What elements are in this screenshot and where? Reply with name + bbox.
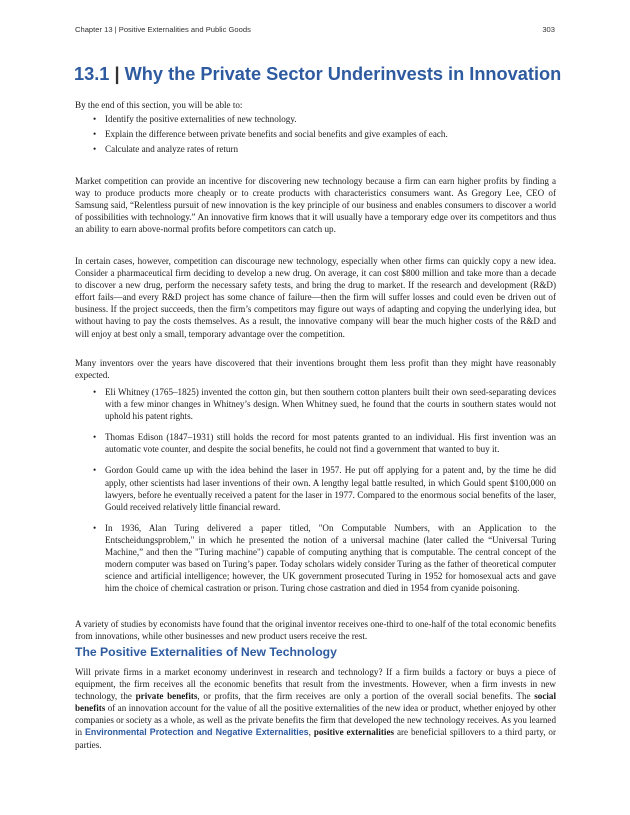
paragraph-positive-externalities (75, 666, 556, 751)
objective-item: • Calculate and analyze rates of return (93, 143, 555, 155)
link-environmental-protection[interactable]: Environmental Protection and Negative Externalities (85, 727, 309, 738)
objective-item: • Explain the difference between private benefits and social benefits and give examples of each. (93, 128, 555, 140)
subsection-heading: The Positive Externalities of New Technology (75, 645, 337, 659)
inventor-item-whitney: • Eli Whitney (1765–1825) invented the cotton gin, but then southern cotton planters built their own seed-separating devices with a few minor changes in Whitney’s design. When Whitney sued, he found that the courts in southern states would not uphold his patent rights. (93, 386, 556, 422)
inventor-item-gould: • Gordon Gould came up with the idea behind the laser in 1957. He put off applying for a patent and, by the time he did apply, other scientists had laser inventions of their own. A lengthy legal battle resulted, in which Gould spent $100,000 on lawyers, before he eventually received a patent for the laser in 1977. Compared to the enormous social benefits of the laser, Gould received relatively little financial reward. (93, 464, 556, 512)
objectives-list (93, 113, 555, 157)
p5-text-c: of an innovation account for the value of all the positive externalities of the new idea or product, whether enjoyed by other companies or society as a whole, as well as the private benefits the firm that developed the new technology receives. As you learned in (75, 703, 556, 738)
p5-text-a: Will private firms in a market economy underinvest in research and technology? If a firm builds a factory or buys a piece of equipment, the firm receives all the economic benefits that result from the investments. However, when a firm invests in new technology, the (75, 667, 556, 702)
p5-text-b: , or profits, that the firm receives are only a portion of the overall social benefits. The (197, 691, 531, 702)
term-social-benefits: social benefits (75, 691, 556, 714)
p5-text-e: are beneficial spillovers to a third party, or parties. (75, 727, 557, 750)
p5-text-d: , (308, 727, 311, 738)
inventor-item-edison: • Thomas Edison (1847–1931) still holds the record for most patents granted to an individual. His first invention was an automatic vote counter, and despite the social benefits, he could not find a government that wanted to buy it. (93, 431, 556, 455)
paragraph-market-competition: Market competition can provide an incentive for discovering new technology because a firm can earn higher profits by finding a way to produce products more cheaply or to create products with characteristics consumers want. As Gregory Lee, CEO of Samsung said, “Relentless pursuit of new innovation is the key principle of our business and enables consumers to discover a world of possibilities with technology.” An innovative firm knows that it will usually have a temporary edge over its competitors and thus an ability to earn above-normal profits before competitors can catch up. (75, 176, 556, 235)
paragraph-inventors-intro: Many inventors over the years have discovered that their inventions brought them less profit than they might have reasonably expected. (75, 358, 556, 381)
page-number: 303 (542, 25, 555, 34)
objective-item: • Identify the positive externalities of new technology. (93, 113, 555, 125)
section-title (74, 64, 574, 85)
objectives-intro: By the end of this section, you will be able to: (75, 100, 243, 110)
paragraph-competition-discourages: In certain cases, however, competition can discourage new technology, especially when other firms can quickly copy a new idea. Consider a pharmaceutical firm deciding to develop a new drug. On average, it can cost $800 million and take more than a decade to discover a new drug, perform the necessary safety tests, and bring the drug to market. If the research and development (R&D) effort fails—and every R&D project has some chance of failure—then the firm will suffer losses and could even be driven out of business. If the project succeeds, then the firm’s competitors may figure out ways of adapting and copying the underlying idea, but without having to pay the costs themselves. As a result, the innovative company will bear the much higher costs of the R&D and will enjoy at best only a small, temporary advantage over the competition. (75, 256, 556, 339)
paragraph-studies: A variety of studies by economists have found that the original inventor receives one-third to one-half of the total economic benefits from innovations, while other businesses and new product users receive the rest. (75, 619, 556, 642)
inventors-list (93, 386, 556, 603)
term-private-benefits: private benefits (135, 691, 198, 702)
section-number: 13.1 (74, 64, 110, 84)
chapter-header: Chapter 13 | Positive Externalities and Public Goods (75, 25, 251, 34)
running-header (75, 25, 555, 39)
section-title-text: Why the Private Sector Underinvests in Innovation (124, 64, 562, 84)
inventor-item-turing: • In 1936, Alan Turing delivered a paper titled, "On Computable Numbers, with an Application to the Entscheidungsproblem," in which he presented the notion of a universal machine (later called the “Universal Turing Machine,” and then the "Turing machine") capable of computing anything that is computable. The central concept of the modern computer was based on Turing’s paper. Today scholars widely consider Turing as the father of theoretical computer science and artificial intelligence; however, the UK government prosecuted Turing in 1952 for homosexual acts and gave him the choice of chemical castration or prison. Turing chose castration and died in 1954 from cyanide poisoning. (93, 522, 556, 595)
term-positive-externalities: positive externalities (313, 727, 395, 738)
title-separator: | (114, 64, 120, 84)
